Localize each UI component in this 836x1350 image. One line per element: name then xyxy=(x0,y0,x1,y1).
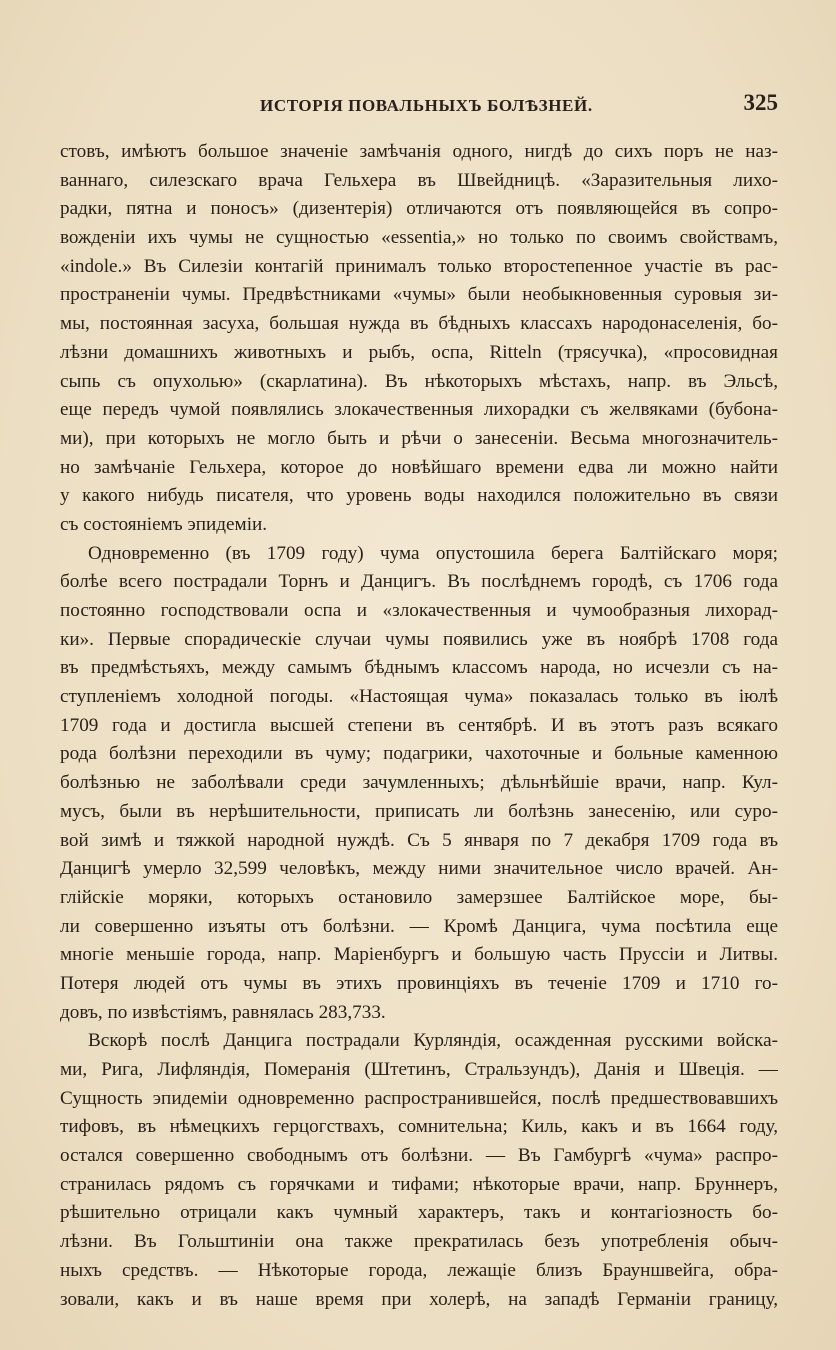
text-line: Данцигѣ умерло 32,599 человѣкъ, между ними значительное число врачей. Ан- xyxy=(60,858,778,880)
text-line: болѣзнью не заболѣвали среди зачумленныхъ; дѣльнѣйшіе врачи, напр. Кул- xyxy=(60,772,778,794)
text-line: Одновременно (въ 1709 году) чума опустошила берега Балтійскаго моря; xyxy=(88,542,778,564)
text-line: вожденіи ихъ чумы не сущностью «essentia,» но только по своимъ свойствамъ, xyxy=(60,227,778,249)
text-line: пространеніи чумы. Предвѣстниками «чумы» были необыкновенныя суровыя зи- xyxy=(60,284,778,306)
text-line: странилась рядомъ съ горячками и тифами; нѣкоторые врачи, напр. Бруннеръ, xyxy=(60,1173,778,1195)
text-line: довъ, по извѣстіямъ, равнялась 283,733. xyxy=(60,1001,386,1023)
text-line: тифовъ, въ нѣмецкихъ герцогствахъ, сомнительна; Киль, какъ и въ 1664 году, xyxy=(60,1116,778,1138)
text-line: ныхъ средствъ. — Нѣкоторые города, лежащіе близъ Брауншвейга, обра- xyxy=(60,1259,778,1281)
text-line: лѣзни домашнихъ животныхъ и рыбъ, оспа, Ritteln (трясучка), «просовидная xyxy=(60,341,778,363)
page-header xyxy=(60,84,778,124)
text-line: ступленіемъ холодной погоды. «Настоящая чума» показалась только въ іюлѣ xyxy=(60,686,778,708)
text-line: съ состояніемъ эпидеміи. xyxy=(60,513,268,535)
text-line: радки, пятна и поносъ» (дизентерія) отличаются отъ появляющейся въ сопро- xyxy=(60,198,778,220)
text-line: 1709 года и достигла высшей степени въ сентябрѣ. И въ этотъ разъ всякаго xyxy=(60,714,778,736)
text-line: мусъ, были въ нерѣшительности, приписать ли болѣзнь занесенію, или суро- xyxy=(60,800,778,822)
body-text xyxy=(60,138,778,1314)
text-line: рода болѣзни переходили въ чуму; подагрики, чахоточные и больные каменною xyxy=(60,743,778,765)
running-title: ИСТОРІЯ ПОВАЛЬНЫХЪ БОЛѢЗНЕЙ. xyxy=(260,96,593,115)
text-line: ми, Рига, Лифляндія, Померанія (Штетинъ, Стральзундъ), Данія и Швеція. — xyxy=(60,1059,778,1080)
text-line: постоянно господствовали оспа и «злокачественныя и чумообразныя лихорад- xyxy=(60,600,778,621)
text-line: у какого нибудь писателя, что уровень воды находился положительно въ связи xyxy=(60,485,778,507)
text-line: вой зимѣ и тяжкой народной нуждѣ. Съ 5 января по 7 декабря 1709 года въ xyxy=(60,829,778,851)
text-line: мы, постоянная засуха, большая нужда въ бѣдныхъ классахъ народонаселенія, бо- xyxy=(60,313,778,335)
text-line: сыпь съ опухолью» (скарлатина). Въ нѣкоторыхъ мѣстахъ, напр. въ Эльсѣ, xyxy=(60,370,778,392)
text-line: стовъ, имѣютъ большое значеніе замѣчанія одного, нигдѣ до сихъ поръ не наз- xyxy=(60,141,778,162)
text-line: многіе меньшіе города, напр. Маріенбургъ и большую часть Пруссіи и Литвы. xyxy=(60,944,778,966)
text-line: болѣе всего пострадали Торнъ и Данцигъ. Въ послѣднемъ городѣ, съ 1706 года xyxy=(60,571,778,593)
text-line: ки». Первые спорадическіе случаи чумы появились уже въ ноябрѣ 1708 года xyxy=(60,628,778,650)
text-line: Потеря людей отъ чумы въ этихъ провинціяхъ въ теченіе 1709 и 1710 го- xyxy=(60,972,778,994)
text-line: ли совершенно изъяты отъ болѣзни. — Кромѣ Данцига, чума посѣтила еще xyxy=(60,915,778,937)
page-number: 325 xyxy=(743,90,778,115)
text-line: Сущность эпидеміи одновременно распространившейся, послѣ предшествовавшихъ xyxy=(60,1087,778,1109)
text-line: ми), при которыхъ не могло быть и рѣчи о занесеніи. Весьма многозначитель- xyxy=(60,427,778,449)
text-line: лѣзни. Въ Гольштиніи она также прекратилась безъ употребленія обыч- xyxy=(60,1231,778,1253)
text-line: «indole.» Въ Силезіи контагій принималъ только второстепенное участіе въ рас- xyxy=(60,255,778,277)
text-line: ваннаго, силезскаго врача Гельхера въ Швейдницѣ. «Заразительныя лихо- xyxy=(60,169,778,191)
text-line: но замѣчаніе Гельхера, которое до новѣйшаго времени едва ли можно найти xyxy=(60,456,778,478)
text-line: зовали, какъ и въ наше время при холерѣ, на западѣ Германіи границу, xyxy=(60,1288,778,1310)
text-line: остался совершенно свободнымъ отъ болѣзни. — Въ Гамбургѣ «чума» распро- xyxy=(60,1145,778,1167)
text-line: Вскорѣ послѣ Данцига пострадали Курляндія, осажденная русскими войска- xyxy=(88,1030,778,1052)
text-line: еще передъ чумой появлялись злокачественныя лихорадки съ желвяками (бубона- xyxy=(60,399,778,421)
text-line: глійскіе моряки, которыхъ остановило замерзшее Балтійское море, бы- xyxy=(60,886,778,908)
text-line: рѣшительно отрицали какъ чумный характеръ, такъ и контагіозность бо- xyxy=(60,1202,778,1224)
text-line: въ предмѣстьяхъ, между самымъ бѣднымъ классомъ народа, но исчезли съ на- xyxy=(60,657,778,679)
